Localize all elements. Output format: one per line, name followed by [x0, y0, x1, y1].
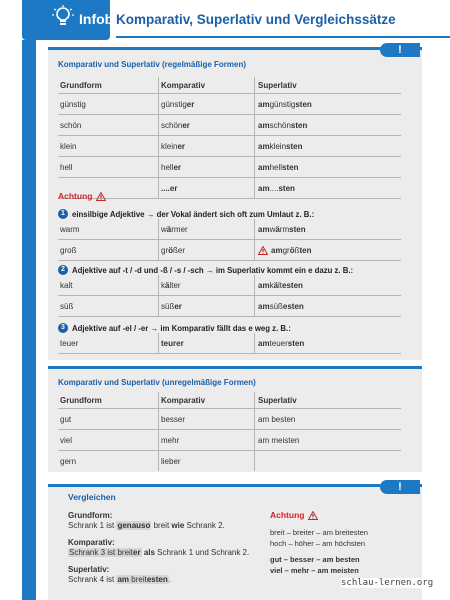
grundform-cell: teuer [60, 338, 79, 348]
superlativ-cell: am hell sten [258, 162, 299, 172]
exclamation-icon: ! [380, 43, 420, 57]
table-row [58, 178, 401, 199]
superlativ-cell: am schön sten [258, 120, 308, 130]
table-row [58, 136, 401, 157]
grundform-label: Grundform: [68, 511, 113, 520]
superlativ-cell: am besten [258, 414, 296, 424]
superlativ-cell: am süß esten [258, 301, 304, 311]
rule3-table [58, 333, 401, 354]
superlativ-cell: am günstig sten [258, 99, 312, 109]
exclamation-icon: ! [380, 480, 420, 494]
komparativ-example: Schrank 3 ist breiter als Schrank 1 und Schrank 2. [69, 548, 250, 557]
superlativ-cell: am gr ö ß ten [258, 240, 398, 260]
superlativ-cell: am meisten [258, 435, 300, 445]
table-row [58, 409, 401, 430]
komparativ-cell: mehr [161, 435, 180, 445]
superlativ-cell: am k ä lt esten [258, 280, 303, 290]
header-grundform: Grundform [60, 80, 102, 90]
table-row [58, 240, 401, 261]
box-top-border [48, 47, 422, 50]
example-line: gut – besser – am besten [270, 555, 360, 564]
komparativ-cell: ....er [161, 183, 178, 193]
regular-forms-box [48, 44, 422, 360]
infobox-label: Infobox [79, 11, 130, 27]
rule1-table [58, 219, 401, 261]
table-header-row [58, 392, 401, 409]
rule2-table [58, 275, 401, 317]
irregular-forms-table [58, 392, 401, 471]
komparativ-cell: günstig er [161, 99, 195, 109]
warning-heading: Achtung [58, 191, 106, 201]
rule-2: 2 Adjektive auf -t / -d und -ß / -s / -sch → im Superlativ kommt ein e dazu z. B.: [58, 265, 353, 275]
page-title: Komparativ, Superlativ und Vergleichssätze [116, 12, 396, 27]
komparativ-cell: süß er [161, 301, 182, 311]
table-row [58, 430, 401, 451]
grundform-cell: günstig [60, 99, 86, 109]
table-header-row [58, 77, 401, 94]
komparativ-cell: w ä rmer [161, 224, 188, 234]
rule-number: 2 [58, 265, 68, 275]
table-row [58, 275, 401, 296]
grundform-example: Schrank 1 ist genauso breit wie Schrank 2. [68, 521, 225, 530]
rule-3: 3 Adjektive auf -el / -er → im Komparativ fällt das e weg z. B.: [58, 323, 291, 333]
header-underline [116, 36, 450, 38]
komparativ-label: Komparativ: [68, 538, 115, 547]
table-row [58, 157, 401, 178]
irregular-forms-box [48, 366, 422, 472]
comparison-title: Vergleichen [68, 492, 116, 502]
grundform-cell: süß [60, 301, 74, 311]
box-top-border [48, 366, 422, 369]
grundform-cell: warm [60, 224, 80, 234]
infobox-badge [22, 0, 130, 40]
infobox-header [0, 0, 450, 40]
grundform-cell: schön [60, 120, 82, 130]
warning-heading: Achtung [270, 510, 318, 520]
superlativ-cell: am klein sten [258, 141, 303, 151]
table-row [58, 94, 401, 115]
table-row [58, 296, 401, 317]
komparativ-cell: k ä lter [161, 280, 181, 290]
header-komparativ: Komparativ [161, 395, 206, 405]
superlativ-example: Schrank 4 ist am breitesten. [68, 575, 171, 584]
grundform-cell: gern [60, 456, 77, 466]
watermark-text: schlau-lernen.org [341, 578, 434, 588]
komparativ-cell: schön er [161, 120, 190, 130]
grundform-cell: gut [60, 414, 72, 424]
box-top-border [48, 484, 422, 487]
grundform-cell: klein [60, 141, 77, 151]
superlativ-cell: am w ä rm sten [258, 224, 306, 234]
grundform-cell: viel [60, 435, 73, 445]
table-row [58, 115, 401, 136]
komparativ-cell: gr ö ßer [161, 245, 186, 255]
komparativ-cell: teurer [161, 338, 184, 348]
komparativ-cell: hell er [161, 162, 182, 172]
header-superlativ: Superlativ [258, 80, 297, 90]
table-row [58, 219, 401, 240]
warning-triangle-icon [308, 511, 318, 520]
rule-number: 1 [58, 209, 68, 219]
example-line: breit – breiter – am breitesten [270, 528, 368, 537]
komparativ-cell: lieber [161, 456, 181, 466]
header-grundform: Grundform [60, 395, 102, 405]
side-bar [22, 40, 36, 600]
grundform-cell: kalt [60, 280, 73, 290]
superlativ-label: Superlativ: [68, 565, 110, 574]
warning-triangle-icon [96, 192, 106, 201]
warning-triangle-icon [258, 246, 268, 255]
regular-forms-title: Komparativ und Superlativ (regelmäßige Formen) [58, 60, 247, 69]
example-line: viel – mehr – am meisten [270, 566, 359, 575]
superlativ-cell [258, 451, 398, 471]
superlativ-cell: am .... sten [258, 183, 295, 193]
rule-number: 3 [58, 323, 68, 333]
superlativ-cell: am teuer sten [258, 338, 305, 348]
grundform-cell: groß [60, 245, 77, 255]
irregular-forms-title: Komparativ und Superlativ (unregelmäßige Formen) [58, 378, 256, 387]
header-komparativ: Komparativ [161, 80, 206, 90]
header-superlativ: Superlativ [258, 395, 297, 405]
rule-1: 1 einsilbige Adjektive → der Vokal ändert sich oft zum Umlaut z. B.: [58, 209, 314, 219]
table-row [58, 451, 401, 471]
komparativ-cell: besser [161, 414, 186, 424]
table-row [58, 333, 401, 354]
lightbulb-icon [52, 5, 74, 29]
example-line: hoch – höher – am höchsten [270, 539, 366, 548]
komparativ-cell: klein er [161, 141, 186, 151]
regular-forms-table [58, 77, 401, 199]
grundform-cell: hell [60, 162, 73, 172]
